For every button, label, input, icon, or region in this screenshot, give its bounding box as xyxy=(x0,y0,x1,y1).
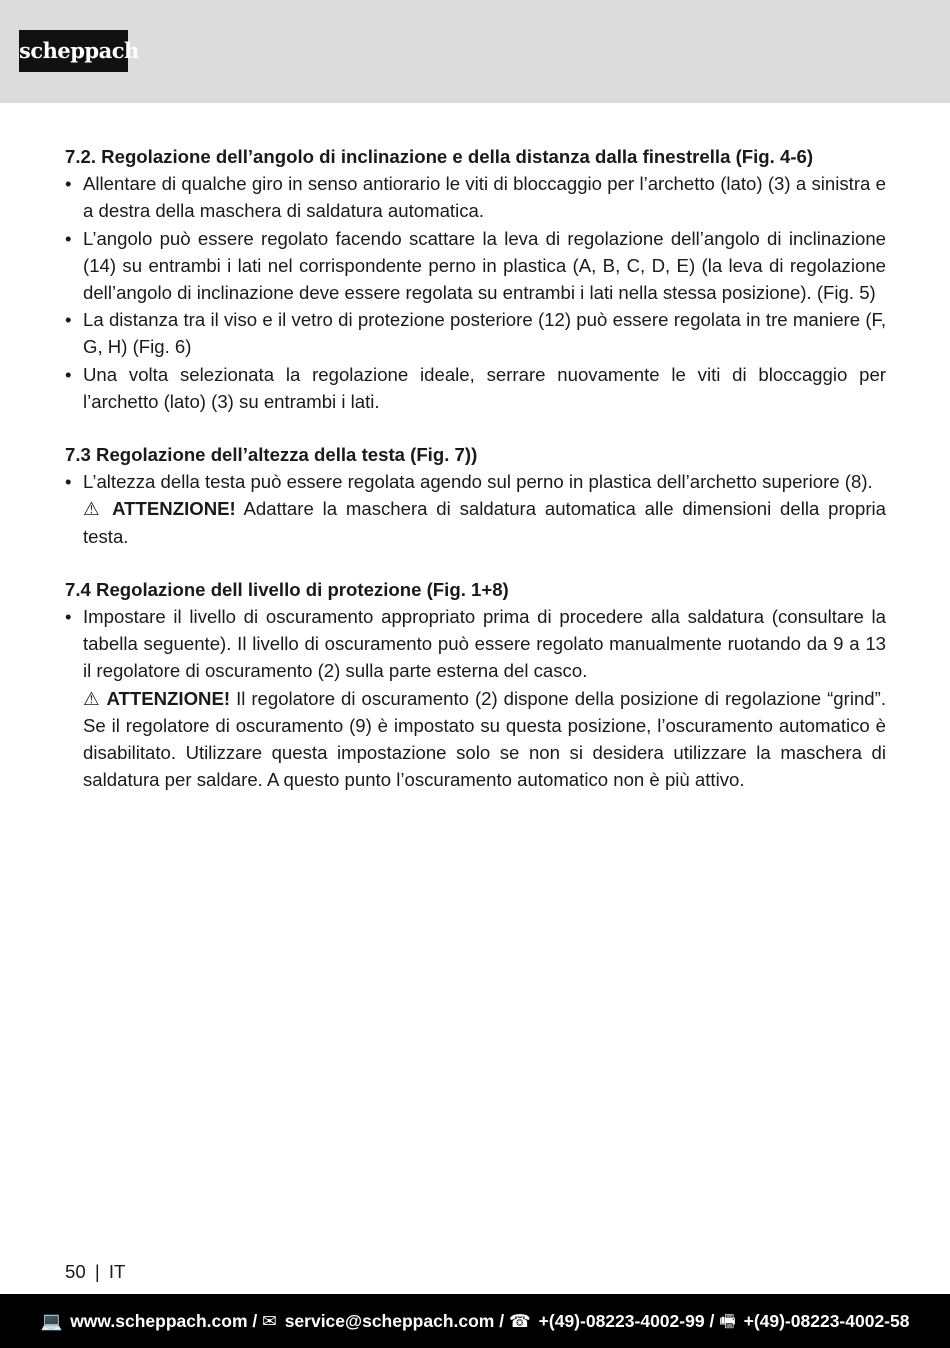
list-item: • L’angolo può essere regolato facendo scattare la leva di regolazione dell’angolo di inclinazione (14) su entrambi i lati nel corrispondente perno in plastica (A, B, C, D, E) (la leva di regolazione dell’angolo di inclinazione deve essere regolata su entrambi i lati nella stessa posizione). (Fig. 5) xyxy=(65,225,886,307)
footer-separator: / xyxy=(252,1311,258,1331)
document-body xyxy=(65,143,886,819)
fax-number: +(49)-08223-4002-58 xyxy=(743,1311,910,1331)
warning-icon: ⚠ xyxy=(83,687,101,709)
email-link[interactable]: service@scheppach.com xyxy=(284,1311,495,1331)
warning-note xyxy=(65,685,886,794)
section-title: 7.4 Regolazione dell livello di protezione (Fig. 1+8) xyxy=(65,578,509,600)
footer-separator: / xyxy=(499,1311,505,1331)
warning-text: Il regolatore di oscuramento (2) dispone della posizione di regolazione “grind”. Se il regolatore di oscuramento (9) è impostato su questa posizione, l’oscuramento automatico è disabilitato. Utilizzare questa impostazione solo se non si desidera utilizzare la maschera di saldatura per saldare. A questo punto l’oscuramento automatico non è più attivo. xyxy=(83,687,886,791)
warning-note xyxy=(65,495,886,549)
website-link[interactable]: www.scheppach.com xyxy=(70,1311,248,1331)
list-item: • La distanza tra il viso e il vetro di protezione posteriore (12) può essere regolata in tre maniere (F, G, H) (Fig. 6) xyxy=(65,306,886,360)
warning-text: Adattare la maschera di saldatura automatica alle dimensioni della propria testa. xyxy=(83,498,887,547)
page-header xyxy=(0,0,950,103)
list-item: • Impostare il livello di oscuramento appropriato prima di procedere alla saldatura (consultare la tabella seguente). Il livello di oscuramento può essere regolato manualmente ruotando da 9 a 13 il regolatore di oscuramento (2) sulla parte esterna del casco. xyxy=(65,603,886,685)
section-title: 7.3 Regolazione dell’altezza della testa (Fig. 7)) xyxy=(65,444,478,466)
warning-icon: ⚠ xyxy=(83,498,104,520)
section-7-3 xyxy=(65,441,886,550)
page-number-value: 50 xyxy=(65,1261,86,1282)
list-item: • Una volta selezionata la regolazione ideale, serrare nuovamente le viti di bloccaggio per l’archetto (lato) (3) su entrambi i lati. xyxy=(65,361,886,415)
list-item: • Allentare di qualche giro in senso antiorario le viti di bloccaggio per l’archetto (lato) (3) a sinistra e a destra della maschera di saldatura automatica. xyxy=(65,170,886,224)
section-7-2 xyxy=(65,143,886,415)
list-item: • L’altezza della testa può essere regolata agendo sul perno in plastica dell’archetto superiore (8). xyxy=(65,468,886,495)
fax-icon: 🖷 xyxy=(719,1311,736,1331)
page-number xyxy=(65,1260,125,1284)
footer-separator: / xyxy=(709,1311,715,1331)
scheppach-logo: scheppach xyxy=(19,30,128,72)
computer-icon: 💻 xyxy=(40,1311,63,1331)
section-title: 7.2. Regolazione dell’angolo di inclinazione e della distanza dalla finestrella (Fig. 4-6) xyxy=(65,146,814,167)
warning-label: ATTENZIONE! xyxy=(112,498,236,520)
warning-label: ATTENZIONE! xyxy=(106,687,231,709)
phone-number: +(49)-08223-4002-99 xyxy=(538,1311,705,1331)
mail-icon: ✉ xyxy=(262,1311,277,1331)
phone-icon: ☎ xyxy=(508,1311,531,1331)
contact-footer xyxy=(0,1294,950,1348)
page-number-separator: | xyxy=(94,1261,100,1282)
section-7-4 xyxy=(65,576,886,794)
page-language: IT xyxy=(108,1261,126,1282)
